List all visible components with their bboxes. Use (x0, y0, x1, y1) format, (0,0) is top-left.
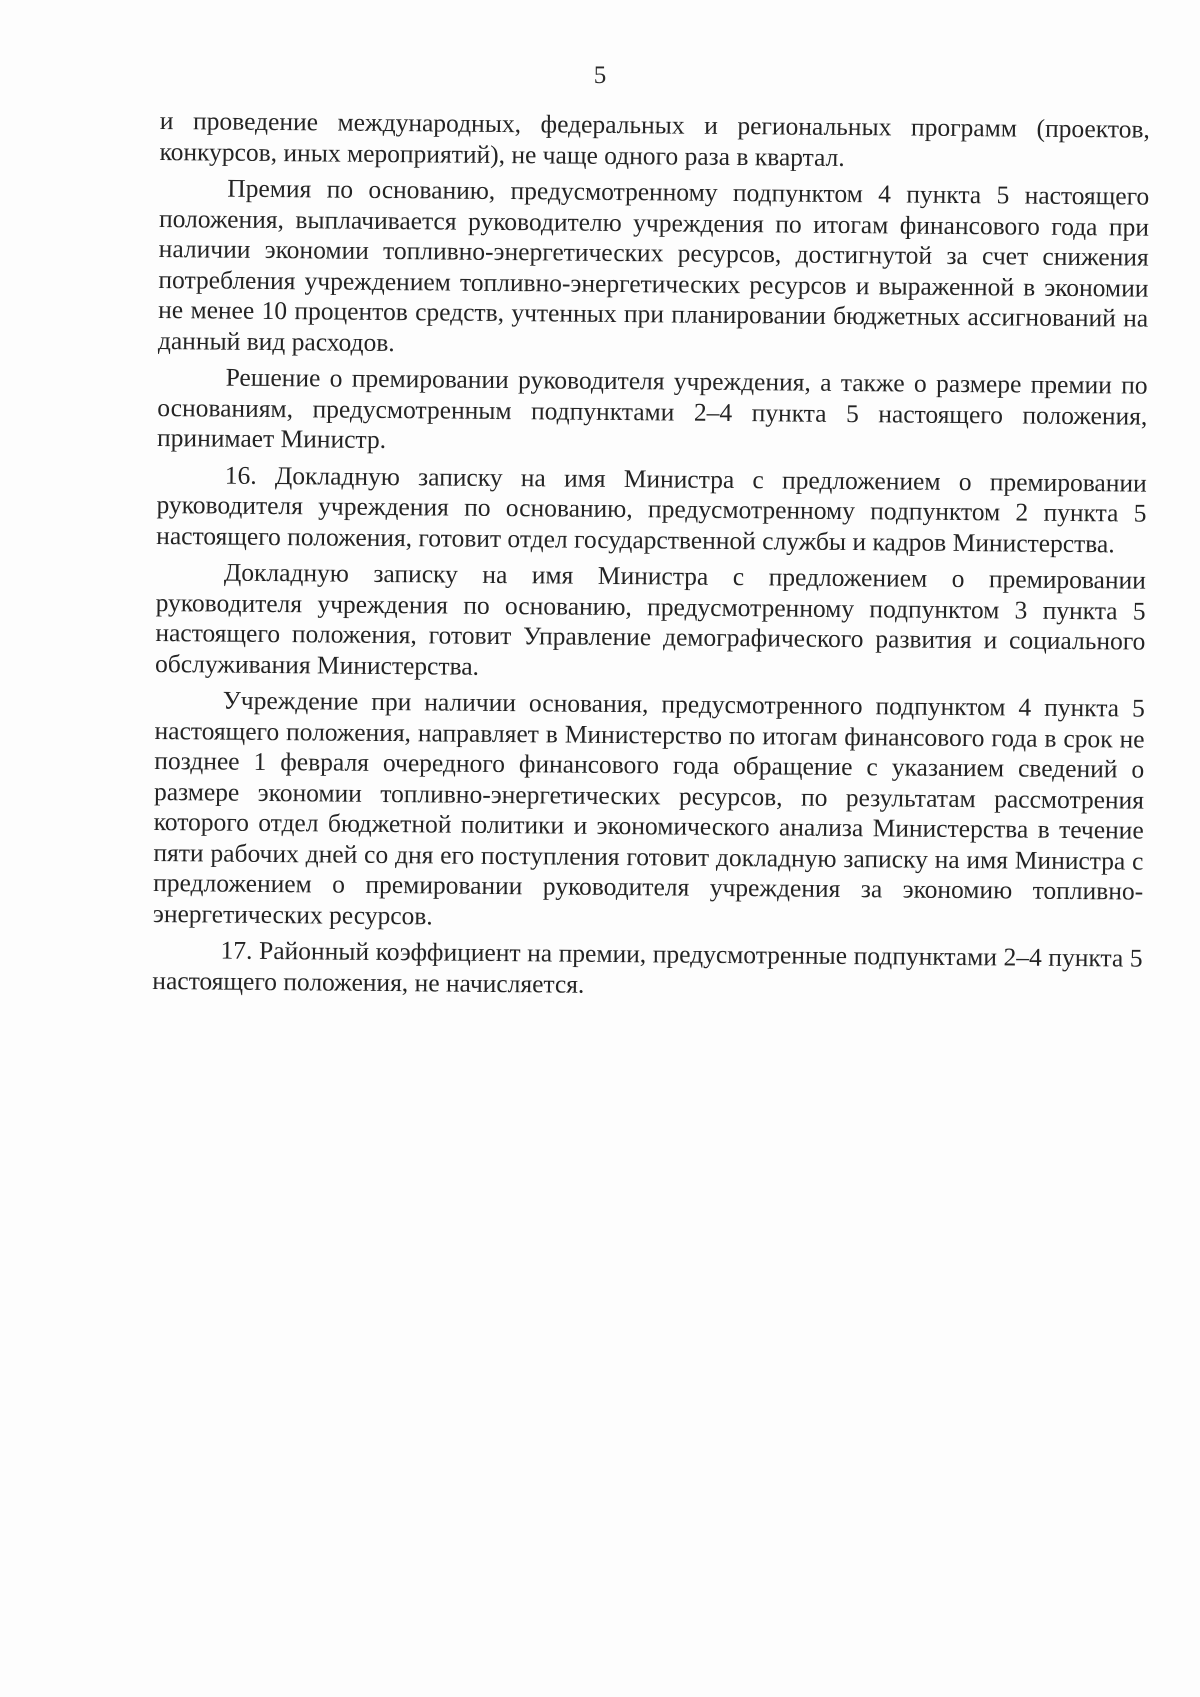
paragraph-item-17: 17. Районный коэффициент на премии, предусмотренные подпунктами 2–4 пункта 5 настоящего положения, не начисляется. (152, 935, 1143, 999)
paragraph-institution-request: Учреждение при наличии основания, предусмотренного подпунктом 4 пункта 5 настоящего положения, направляет в Министерство по итогам финансового года в срок не позднее 1 февраля очередного финансового года обращение с указанием сведений о размере экономии топливно-энергетических ресурсов, по результатам рассмотрения которого отдел бюджетной политики и экономического анализа Министерства в течение пяти рабочих дней со дня его поступления готовит докладную записку на имя Министра с предложением о премировании руководителя учреждения за экономию топливно-энергетических ресурсов. (152, 685, 1145, 930)
paragraph-continuation: и проведение международных, федеральных и региональных программ (проектов, конкурсов, иных мероприятий), не чаще одного раза в квартал. (159, 106, 1150, 172)
paragraph-premium-energy-savings: Премия по основанию, предусмотренному подпунктом 4 пункта 5 настоящего положения, выплачивается руководителю учреждения по итогам финансового года при наличии экономии топливно-энергетических ресурсов, достигнутой за счет снижения потребления учреждением топливно-энергетических ресурсов и выраженной в экономии не менее 10 процентов средств, учтенных при планировании бюджетных ассигнований на данный вид расходов. (157, 173, 1150, 357)
document-body (152, 106, 1150, 1011)
paragraph-premium-decision: Решение о премировании руководителя учреждения, а также о размере премии по основаниям, предусмотренным подпунктами 2–4 пункта 5 настоящего положения, принимает Министр. (156, 362, 1148, 454)
paragraph-item-16: 16. Докладную записку на имя Министра с предложением о премировании руководителя учреждения по основанию, предусмотренному подпунктом 2 пункта 5 настоящего положения, готовит отдел государственной службы и кадров Министерства. (156, 460, 1147, 558)
paragraph-memo-demographic: Докладную записку на имя Министра с предложением о премировании руководителя учреждения по основанию, предусмотренному подпунктом 3 пункта 5 настоящего положения, готовит Управление демографического развития и социального обслуживания Министерства. (155, 557, 1147, 681)
page-number: 5 (593, 62, 607, 89)
